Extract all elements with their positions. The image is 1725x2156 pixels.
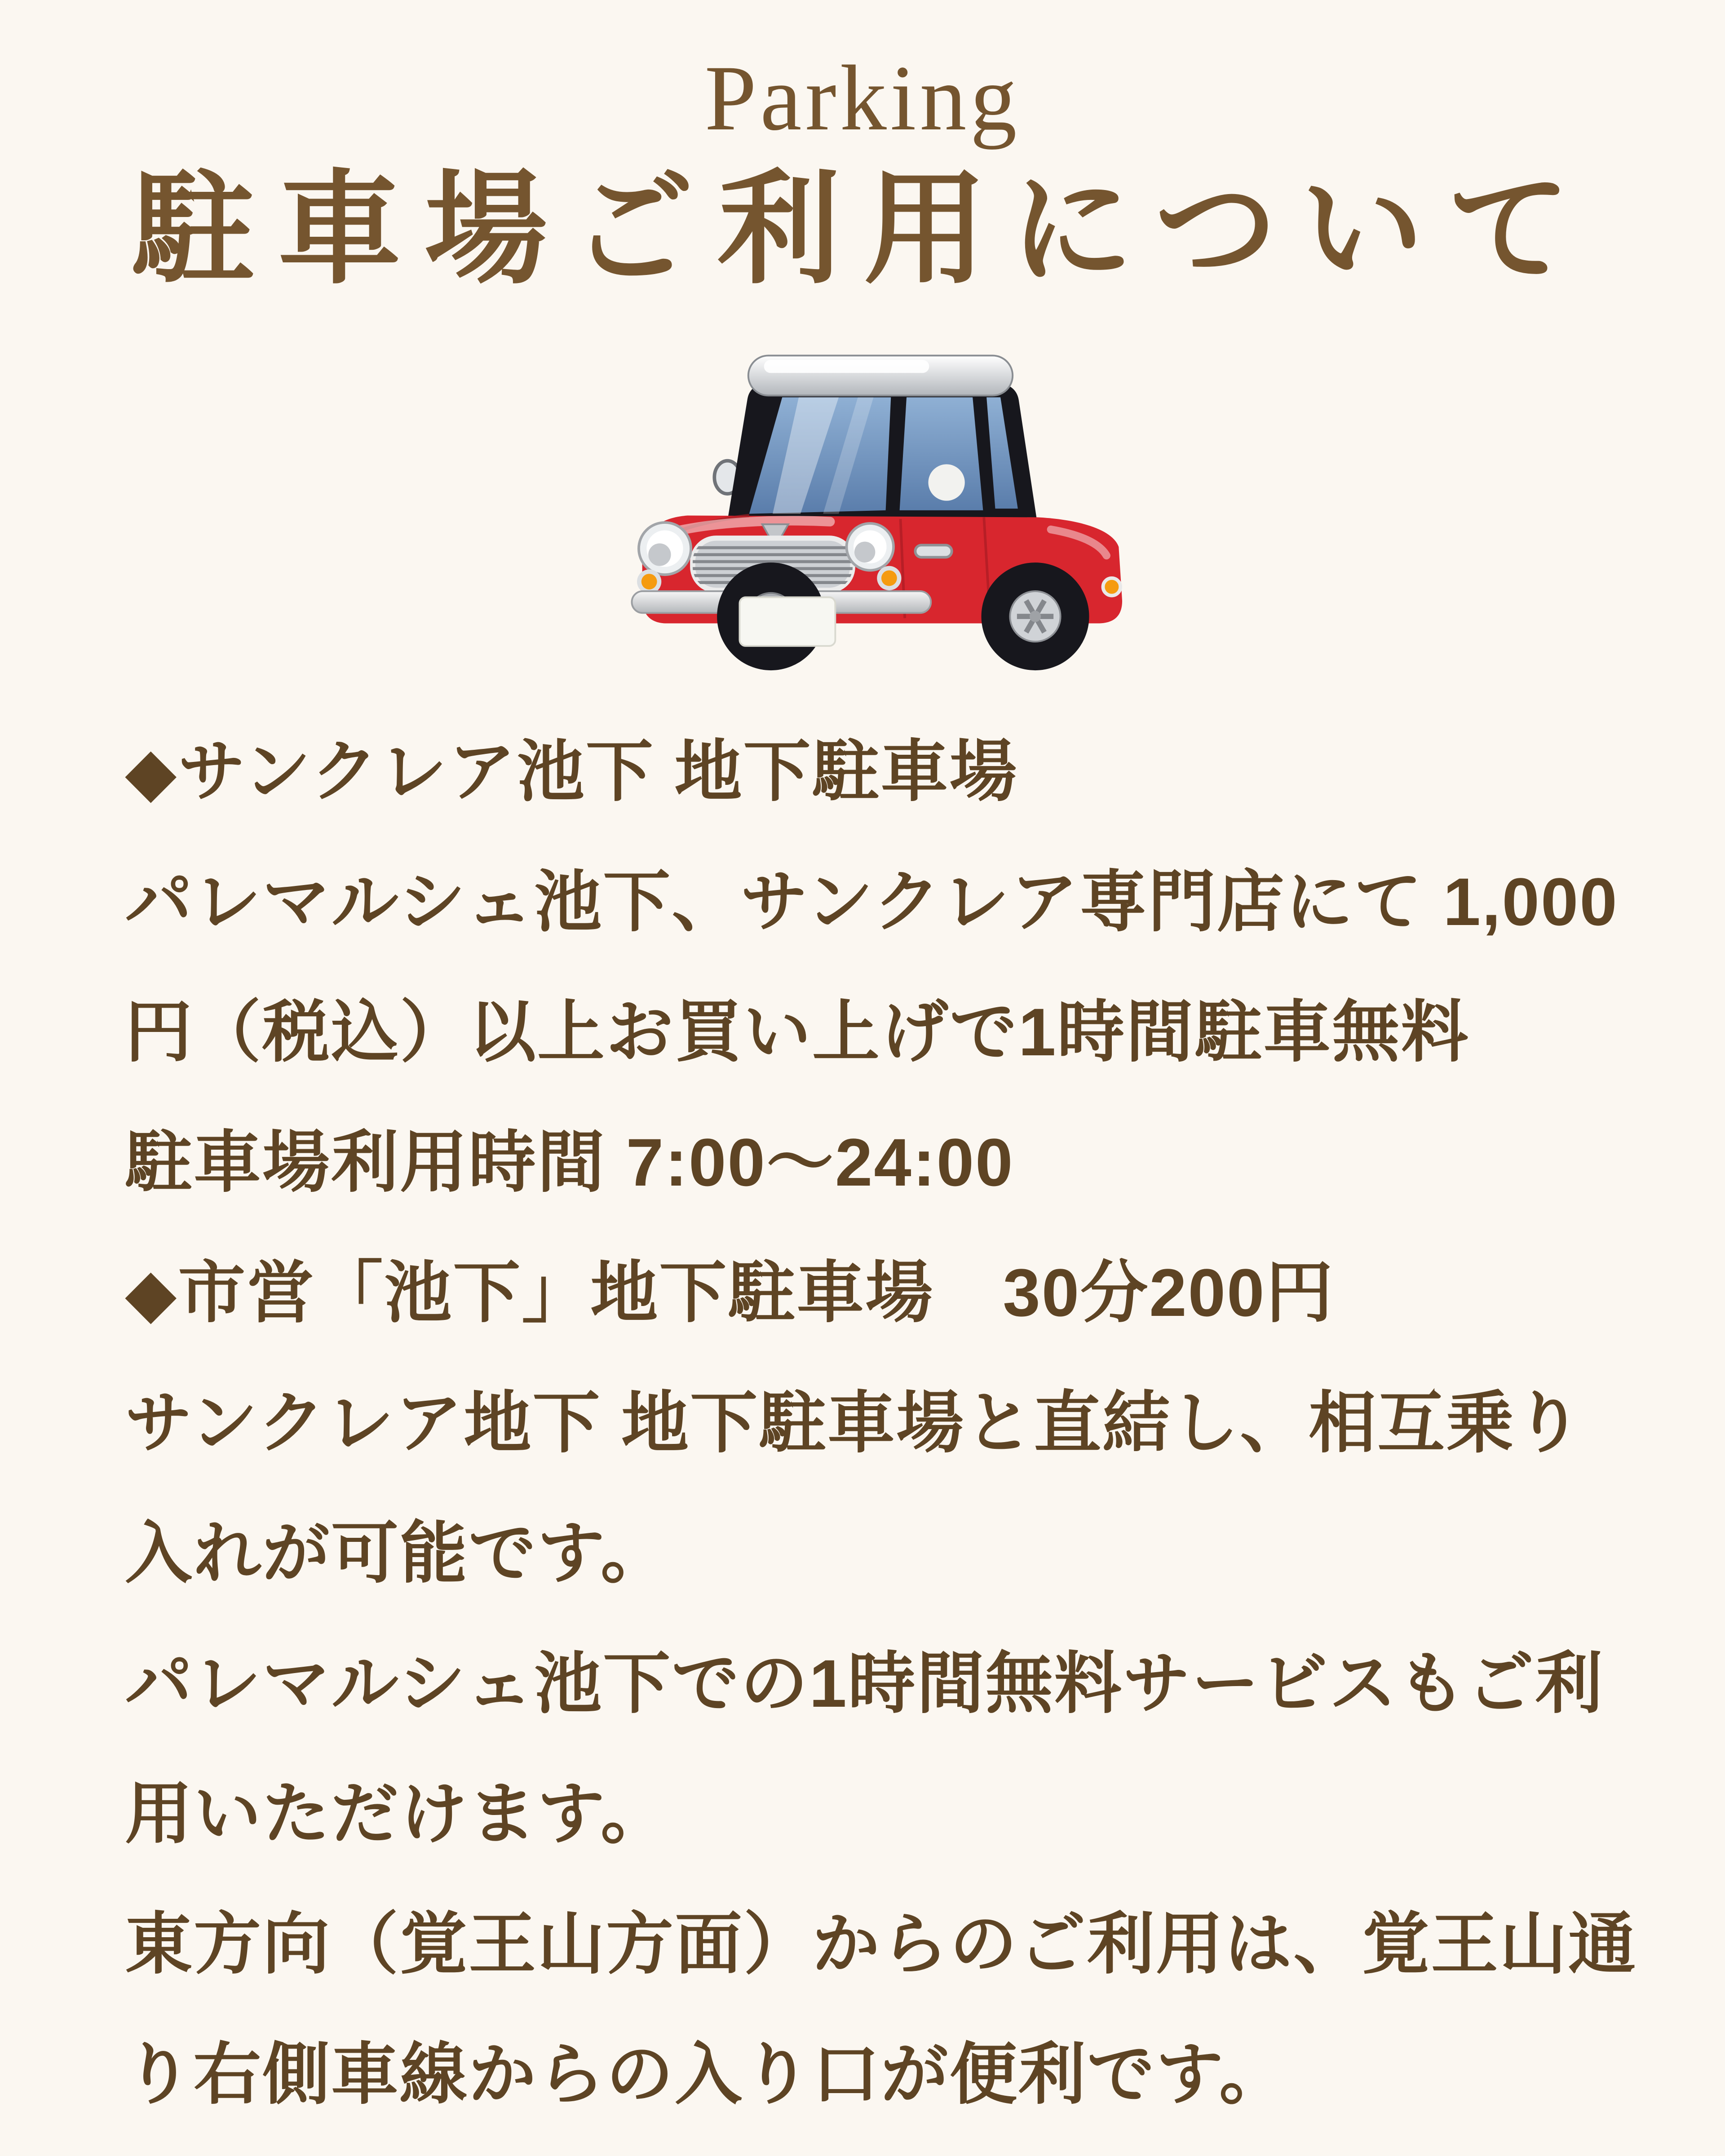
door-handle	[915, 545, 951, 557]
body-line: 入れが可能です。	[125, 1515, 670, 1591]
car-roof	[748, 355, 1013, 395]
side-marker-light	[1103, 578, 1120, 596]
body-line: 円（税込）以上お買い上げで1時間駐車無料	[125, 994, 1470, 1070]
parking-info-text	[125, 706, 1637, 2139]
rear-wheel	[982, 562, 1089, 670]
body-line: 東方向（覚王山方面）からのご利用は、覚王山通	[125, 1906, 1637, 1982]
body-line: 用いただけます。	[125, 1776, 670, 1851]
body-line: 駐車場利用時間 7:00〜24:00	[125, 1124, 1014, 1200]
page-title-japanese: 駐車場ご利用について	[131, 163, 1594, 299]
red-car-icon	[611, 345, 1150, 674]
headrest	[928, 464, 964, 500]
body-line: サンクレア地下 地下駐車場と直結し、相互乗り	[125, 1385, 1584, 1461]
body-line: ◆サンクレア池下 地下駐車場	[125, 734, 1018, 809]
headlight-right	[847, 523, 894, 571]
body-line: パレマルシェ池下での1時間無料サービスもご利	[125, 1646, 1604, 1721]
page-title-english: Parking	[704, 46, 1021, 150]
body-line: パレマルシェ池下、サンクレア専門店にて 1,000	[125, 864, 1619, 939]
car-illustration	[611, 345, 1150, 674]
body-line: ◆市営「池下」地下駐車場 30分200円	[125, 1255, 1335, 1330]
license-plate	[739, 597, 835, 646]
headlight-left	[639, 522, 691, 575]
body-line: り右側車線からの入り口が便利です。	[125, 2036, 1288, 2112]
